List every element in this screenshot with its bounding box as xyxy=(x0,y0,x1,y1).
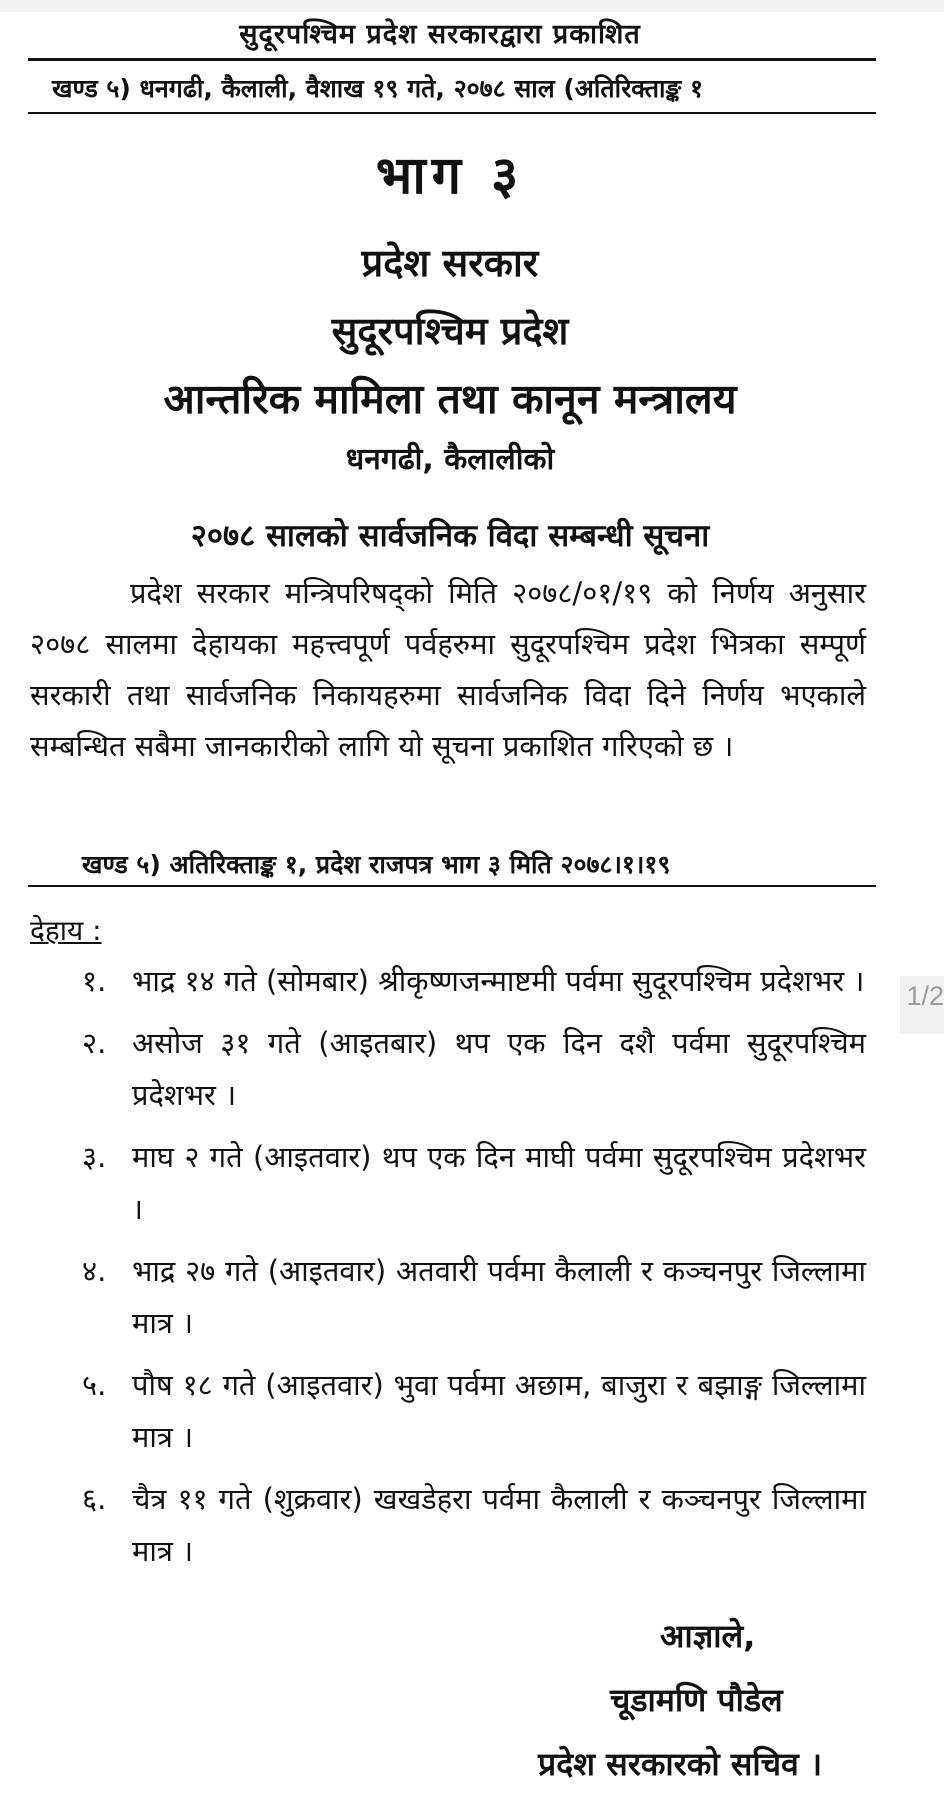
list-item xyxy=(82,1131,866,1235)
ministry-location: धनगढी, कैलालीको xyxy=(345,442,555,477)
government-line-1: प्रदेश सरकार xyxy=(361,241,539,285)
ministry-name: आन्तरिक मामिला तथा कानून मन्त्रालय xyxy=(163,375,737,423)
reference-rule xyxy=(28,885,876,887)
signatory-title: प्रदेश सरकारको सचिव । xyxy=(538,1745,823,1783)
holiday-list xyxy=(82,955,866,1587)
government-line-2: सुदूरपश्चिम प्रदेश xyxy=(331,309,569,353)
signatory-name: चूडामणि पौडेल xyxy=(610,1681,783,1719)
list-item-text: भाद्र २७ गते (आइतवार) अतवारी पर्वमा कैलाली र कञ्चनपुर जिल्लामा मात्र । xyxy=(132,1254,866,1340)
list-item-text: माघ २ गते (आइतवार) थप एक दिन माघी पर्वमा सुदूरपश्चिम प्रदेशभर । xyxy=(132,1140,866,1226)
signature-order-line: आज्ञाले, xyxy=(660,1617,756,1655)
notice-title: २०७८ सालको सार्वजनिक विदा सम्बन्धी सूचना xyxy=(190,518,710,554)
list-item xyxy=(82,1359,866,1463)
page-indicator[interactable]: 1/2 xyxy=(900,976,944,1034)
header-rule-bottom xyxy=(28,112,876,114)
list-item-number: ५. xyxy=(82,1368,107,1402)
gazette-reference-line: खण्ड ५) अतिरिक्ताङ्क १, प्रदेश राजपत्र भाग ३ मिति २०७८।१।१९ xyxy=(82,850,671,879)
notice-body: प्रदेश सरकार मन्त्रिपरिषद्को मिति २०७८/०१/१९ को निर्णय अनुसार २०७८ सालमा देहायका महत्त्वपूर्ण पर्वहरुमा सुदूरपश्चिम प्रदेश भित्रका सम्पूर्ण सरकारी तथा सार्वजनिक निकायहरुमा सार्वजनिक विदा दिने निर्णय भएकाले सम्बन्धित सबैमा जानकारीको लागि यो सूचना प्रकाशित गरिएको छ । xyxy=(30,576,866,763)
list-item-text: पौष १८ गते (आइतवार) भुवा पर्वमा अछाम, बाजुरा र बझाङ्ग जिल्लामा मात्र । xyxy=(132,1368,866,1454)
viewer-top-strip xyxy=(0,0,944,12)
list-item-text: असोज ३१ गते (आइतबार) थप एक दिन दशै पर्वमा सुदूरपश्चिम प्रदेशभर । xyxy=(132,1026,866,1112)
list-item-number: ४. xyxy=(82,1254,107,1288)
list-item xyxy=(82,1017,866,1121)
list-item xyxy=(82,1245,866,1349)
list-item xyxy=(82,955,866,1007)
part-title: भाग ३ xyxy=(375,146,525,206)
list-item xyxy=(82,1473,866,1577)
header-rule-top xyxy=(28,58,876,61)
list-item-number: १. xyxy=(82,964,107,998)
list-item-number: ३. xyxy=(82,1140,107,1174)
list-item-text: भाद्र १४ गते (सोमबार) श्रीकृष्णजन्माष्टमी पर्वमा सुदूरपश्चिम प्रदेशभर । xyxy=(132,964,865,998)
list-item-number: २. xyxy=(82,1026,107,1060)
volume-line: खण्ड ५) धनगढी, कैलाली, वैशाख १९ गते, २०७८ साल (अतिरिक्ताङ्क १ xyxy=(52,74,703,103)
list-item-number: ६. xyxy=(82,1482,107,1516)
annex-label: देहाय : xyxy=(30,914,102,947)
list-item-text: चैत्र ११ गते (शुक्रवार) खखडेहरा पर्वमा कैलाली र कञ्चनपुर जिल्लामा मात्र । xyxy=(132,1482,866,1568)
publisher-line: सुदूरपश्चिम प्रदेश सरकारद्वारा प्रकाशित xyxy=(239,19,641,50)
